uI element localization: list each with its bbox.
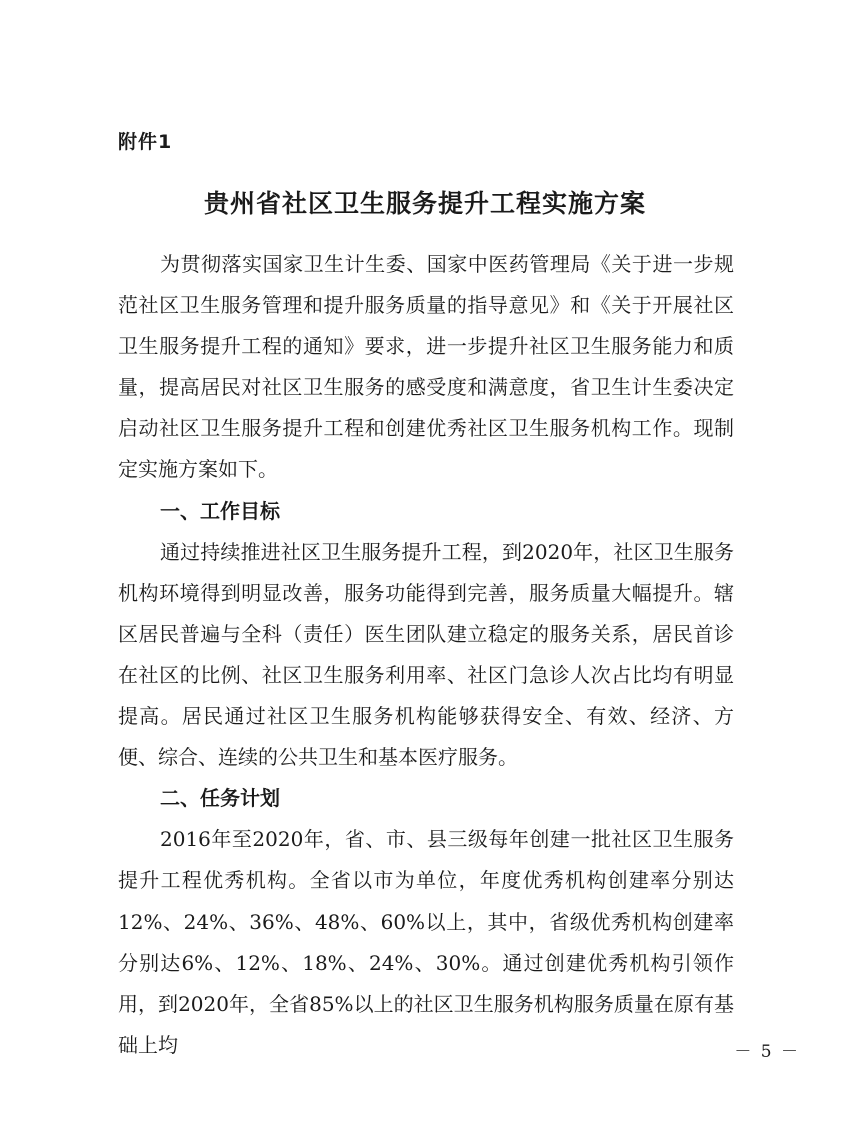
work-goals-paragraph: 通过持续推进社区卫生服务提升工程，到2020年，社区卫生服务机构环境得到明显改善，服务功能得到完善，服务质量大幅提升。辖区居民普遍与全科（责任）医生团队建立稳定的服务关系，居民首诊在社区的比例、社区卫生服务利用率、社区门急诊人次占比均有明显提高。居民通过社区卫生服务机构能够获得安全、有效、经济、方便、综合、连续的公共卫生和基本医疗服务。 (118, 539, 734, 770)
task-plan-paragraph: 2016年至2020年，省、市、县三级每年创建一批社区卫生服务提升工程优秀机构。全省以市为单位，年度优秀机构创建率分别达12%、24%、36%、48%、60%以上，其中，省级优秀机构创建率分别达6%、12%、18%、24%、30%。通过创建优秀机构引领作用，到2020年，全省85%以上的社区卫生服务机构服务质量在原有基础上均 (118, 827, 734, 1057)
attachment-label: 附件1 (118, 131, 173, 153)
intro-paragraph: 为贯彻落实国家卫生计生委、国家中医药管理局《关于进一步规范社区卫生服务管理和提升服务质量的指导意见》和《关于开展社区卫生服务提升工程的通知》要求，进一步提升社区卫生服务能力和质量，提高居民对社区卫生服务的感受度和满意度，省卫生计生委决定启动社区卫生服务提升工程和创建优秀社区卫生服务机构工作。现制定实施方案如下。 (118, 252, 734, 482)
section-heading-task-plan: 二、任务计划 (160, 786, 280, 811)
section-heading-work-goals: 一、工作目标 (160, 498, 280, 523)
page-number: － 5 － (734, 1042, 800, 1062)
document-body (118, 244, 734, 1066)
document-title: 贵州省社区卫生服务提升工程实施方案 (203, 189, 646, 218)
